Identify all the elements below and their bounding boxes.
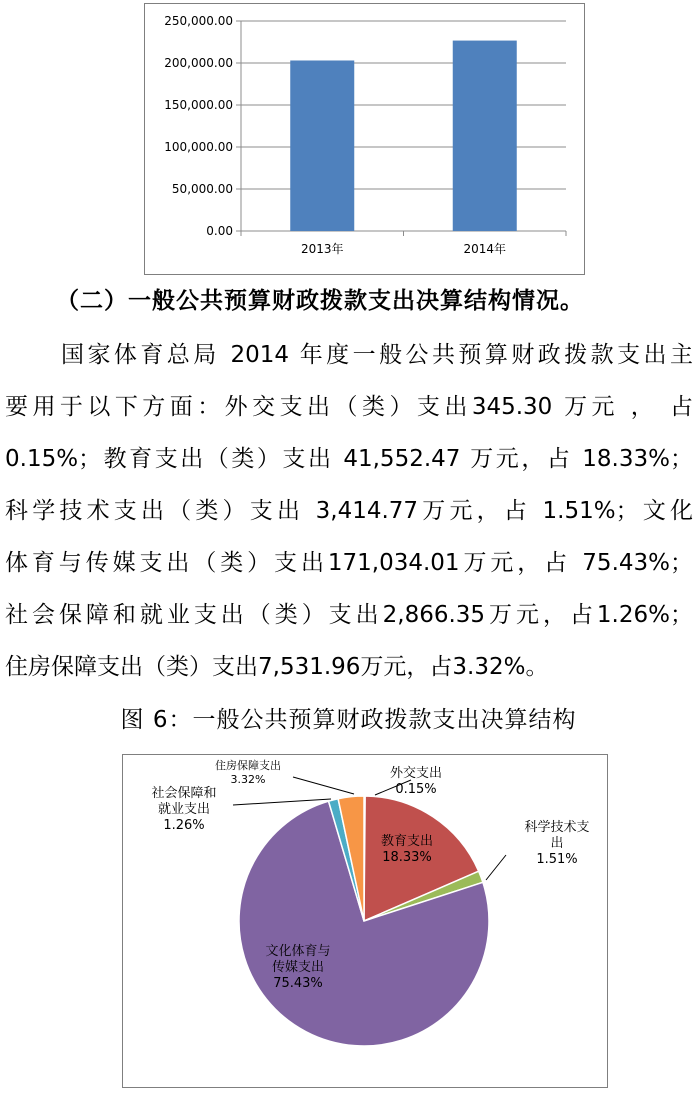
slice-label: 社会保障和: [151, 786, 217, 801]
y-tick-label: 50,000.00: [171, 182, 233, 196]
slice-label: 传媒支出: [271, 960, 325, 975]
y-tick-label: 150,000.00: [164, 98, 233, 112]
y-tick-label: 100,000.00: [164, 140, 233, 154]
paragraph-line: 科学技术支出（类）支出 3,414.77万元，占 1.51%；文化: [5, 498, 693, 524]
slice-label: 0.15%: [395, 782, 437, 797]
slice-label: 1.51%: [536, 852, 578, 867]
slice-label: 科学技术支: [524, 820, 590, 835]
slice-label: 3.32%: [230, 773, 266, 786]
paragraph-line: 国家体育总局 2014 年度一般公共预算财政拨款支出主: [61, 342, 693, 368]
pie-chart: [122, 754, 608, 1088]
slice-label: 文化体育与: [265, 944, 331, 959]
slice-label: 住房保障支出: [215, 759, 281, 772]
bar-chart-svg: [145, 4, 584, 274]
bar: [453, 41, 517, 231]
slice-label: 出: [550, 836, 564, 851]
y-tick-label: 200,000.00: [164, 56, 233, 70]
x-tick-label: 2013年: [300, 242, 344, 256]
leader-line: [486, 855, 506, 880]
pie-chart-svg: [123, 755, 607, 1087]
slice-label: 就业支出: [157, 802, 211, 817]
bar-chart: [144, 3, 585, 275]
paragraph-line: 要用于以下方面：外交支出（类）支出345.30 万元 ， 占: [5, 394, 693, 420]
slice-label: 教育支出: [380, 834, 434, 849]
paragraph-line: 0.15%；教育支出（类）支出 41,552.47 万元，占 18.33%；: [5, 446, 693, 472]
y-tick-label: 250,000.00: [164, 14, 233, 28]
paragraph-line: 体育与传媒支出（类）支出171,034.01万元，占 75.43%；: [5, 550, 693, 576]
figure-caption: 图 6：一般公共预算财政拨款支出决算结构: [120, 707, 577, 733]
slice-label: 75.43%: [273, 976, 323, 991]
slice-label: 1.26%: [163, 818, 205, 833]
bar: [290, 60, 354, 231]
x-tick-label: 2014年: [463, 242, 507, 256]
y-tick-label: 0.00: [206, 224, 233, 238]
section-heading: （二）一般公共预算财政拨款支出决算结构情况。: [56, 288, 584, 314]
leader-line: [293, 777, 354, 794]
paragraph-line: 社会保障和就业支出（类）支出2,866.35万元，占1.26%；: [5, 602, 693, 628]
paragraph-line: 住房保障支出（类）支出7,531.96万元，占3.32%。: [5, 654, 549, 680]
leader-line: [233, 799, 331, 805]
slice-label: 18.33%: [382, 850, 432, 865]
slice-label: 外交支出: [389, 766, 443, 781]
